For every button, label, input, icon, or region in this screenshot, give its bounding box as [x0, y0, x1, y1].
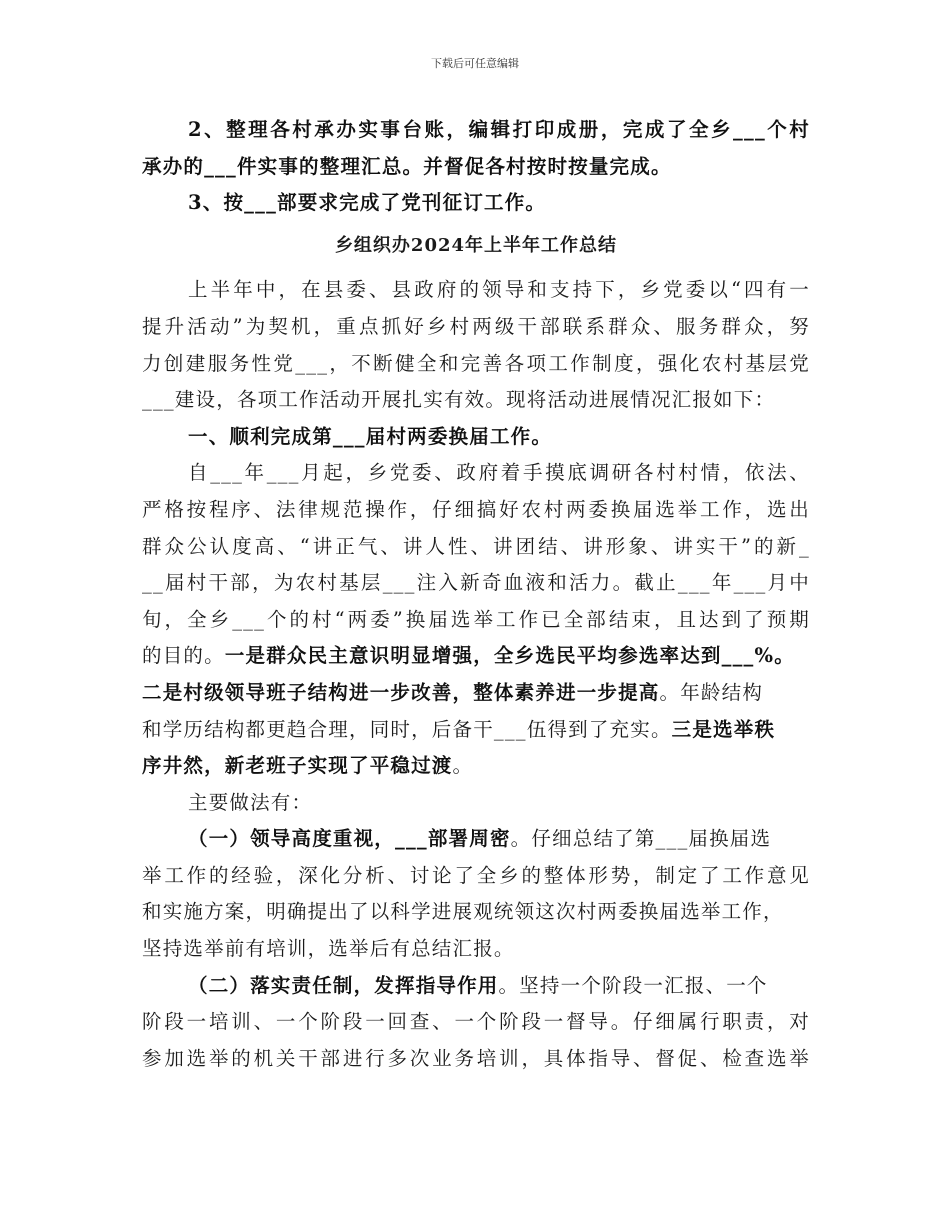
paragraph-line: 旬，全乡___个的村“两委”换届选举工作已全部结束，且达到了预期 — [142, 607, 810, 631]
paragraph-line: 坚持选举前有培训，选举后有总结汇报。 — [142, 937, 515, 961]
text-run: 。年龄结构 — [659, 680, 764, 704]
bold-text-run: （一）领导高度重视，___部署周密 — [188, 827, 511, 851]
bold-text-run: 序井然，新老班子实现了平稳过渡 — [142, 754, 453, 778]
paragraph-line — [142, 675, 810, 712]
paragraph-line: 主要做法有： — [188, 790, 313, 814]
paragraph-line — [142, 712, 810, 749]
paragraph-line: 3、按___部要求完成了党刊征订工作。 — [188, 191, 547, 215]
text-run: 。仔细总结了第___届换届选 — [510, 827, 772, 851]
paragraph-line: 和实施方案，明确提出了以科学进展观统领这次村两委换届选举工作， — [142, 900, 784, 924]
paragraph-line: 提升活动”为契机，重点抓好乡村两级干部联系群众、服务群众，努 — [142, 314, 810, 338]
paragraph-line: 力创建服务性党___，不断健全和完善各项工作制度，强化农村基层党 — [142, 351, 810, 375]
paragraph-line: 阶段一培训、一个阶段一回查、一个阶段一督导。仔细属行职责，对 — [142, 1010, 810, 1034]
bold-text-run: （二）落实责任制，发挥指导作用 — [188, 973, 499, 997]
paragraph-line: 自___年___月起，乡党委、政府着手摸底调研各村村情，依法、 — [188, 461, 810, 485]
paragraph-line: 上半年中，在县委、县政府的领导和支持下，乡党委以“四有一 — [188, 278, 810, 302]
paragraph-line: __届村干部，为农村基层___注入新奇血液和活力。截止___年___月中 — [142, 571, 810, 595]
paragraph-line: 群众公认度高、“讲正气、讲人性、讲团结、讲形象、讲实干”的新_ — [142, 534, 810, 558]
paragraph-line — [142, 968, 810, 1005]
paragraph-line: 严格按程序、法律规范操作，仔细搞好农村两委换届选举工作，选出 — [142, 497, 810, 521]
bold-text-run: 二是村级领导班子结构进一步改善，整体素养进一步提高 — [142, 680, 660, 704]
paragraph-line: 参加选举的机关干部进行多次业务培训，具体指导、督促、检查选举 — [142, 1046, 810, 1070]
text-run: 。坚持一个阶段一汇报、一个 — [498, 973, 768, 997]
paragraph-line: 2、整理各村承办实事台账，编辑打印成册，完成了全乡___个村 — [188, 118, 810, 141]
paragraph-line: 承办的___件实事的整理汇总。并督促各村按时按量完成。 — [142, 154, 672, 178]
bold-text-run: 三是选举秩 — [671, 717, 776, 741]
paragraph-line — [142, 748, 810, 785]
paragraph-line — [142, 638, 810, 675]
paragraph-line: 举工作的经验，深化分析、讨论了全乡的整体形势，制定了工作意见 — [142, 863, 810, 887]
text-run: 。 — [452, 754, 474, 778]
text-run: 和学历结构都更趋合理，同时，后备干___伍得到了充实。 — [142, 717, 672, 741]
page-header: 下载后可任意编辑 — [431, 57, 519, 70]
paragraph-line — [142, 821, 810, 858]
paragraph-line: ___建设，各项工作活动开展扎实有效。现将活动进展情况汇报如下： — [142, 388, 776, 412]
text-run: 的目的。 — [142, 644, 225, 668]
section-heading: 一、顺利完成第___届村两委换届工作。 — [188, 424, 553, 448]
document-body — [142, 112, 810, 1077]
document-title: 乡组织办2024年上半年工作总结 — [334, 234, 618, 256]
bold-text-run: 一是群众民主意识明显增强，全乡选民平均参选率达到___%。 — [224, 644, 795, 668]
